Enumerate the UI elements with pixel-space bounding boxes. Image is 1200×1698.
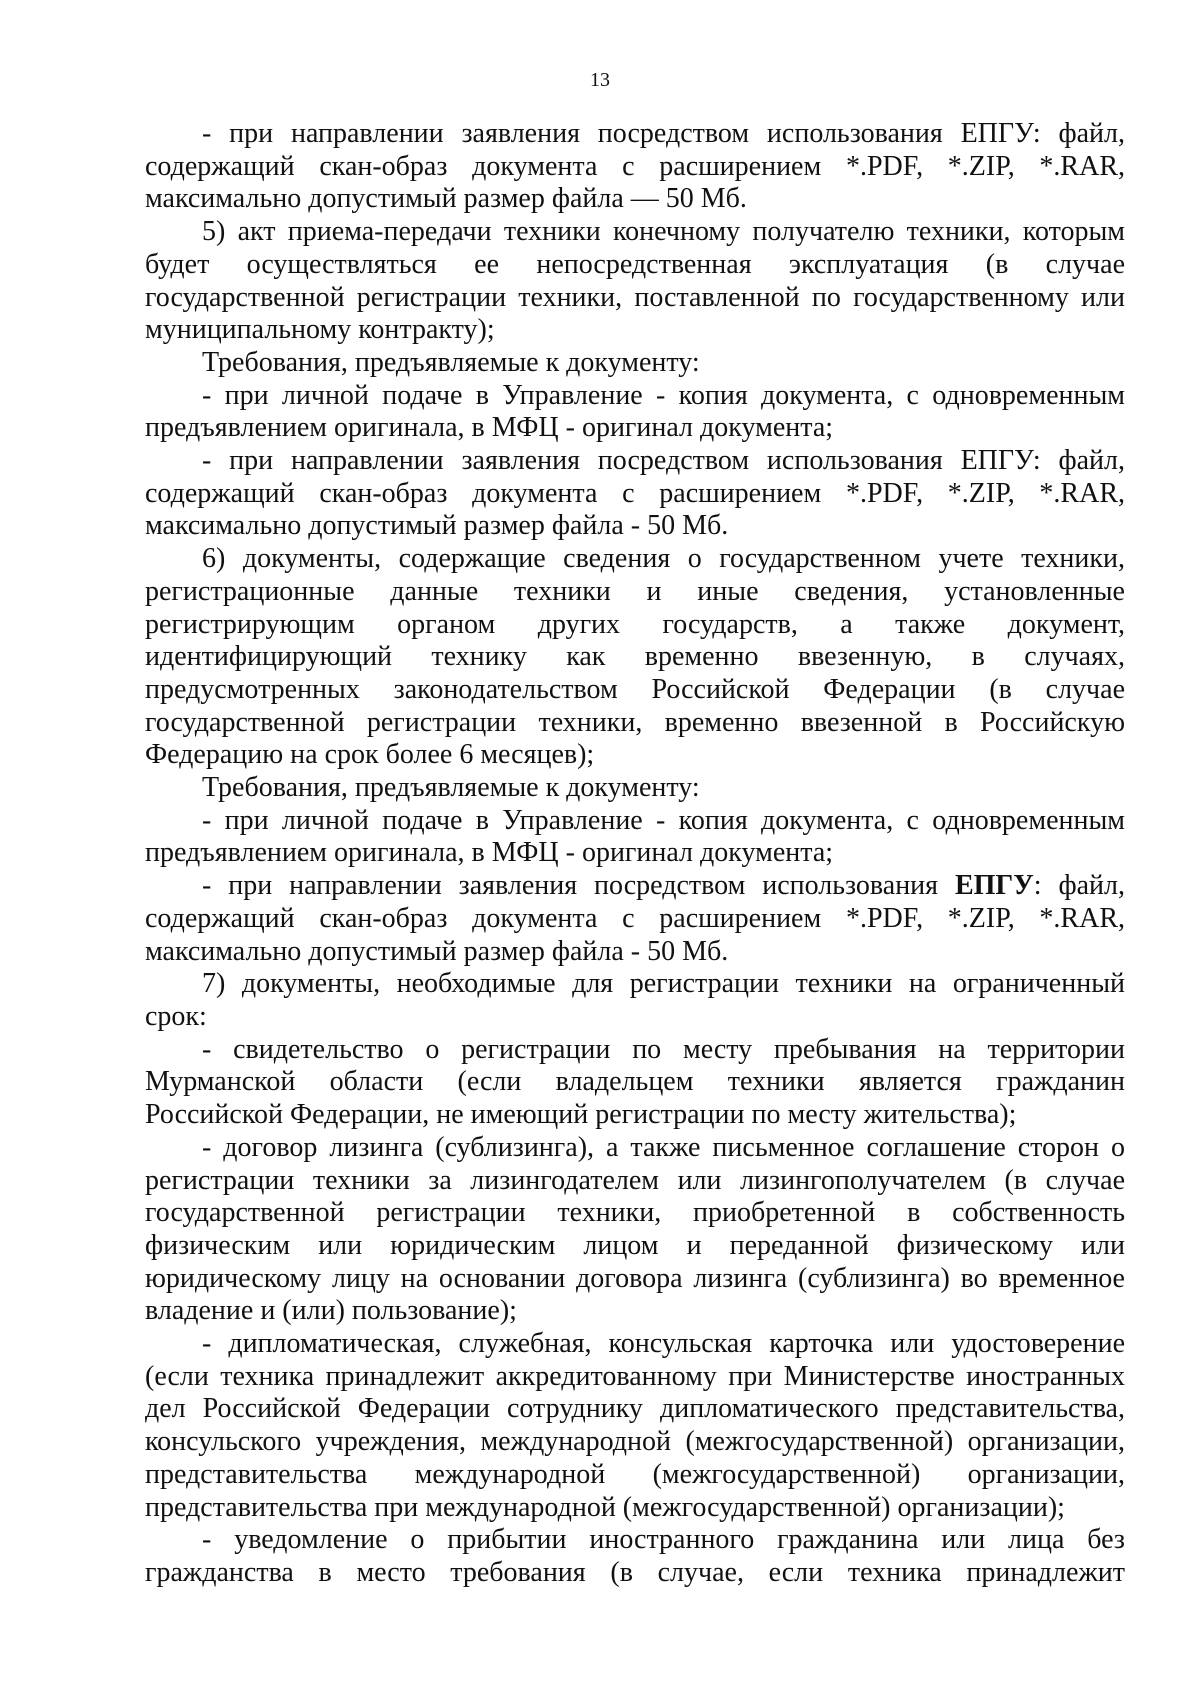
text-line: идентифицирующий технику как временно ввезенную, в случаях, [145,641,1125,673]
text-line: государственной регистрации техники, временно ввезенной в Российскую [145,706,1125,738]
text-line: будет осуществляться ее непосредственная эксплуатация (в случае [145,248,1125,280]
text-line: Требования, предъявляемые к документу: [202,346,700,378]
text-line: максимально допустимый размер файла - 50 Мб. [145,510,729,542]
text-line: гражданства в место требования (в случае, если техника принадлежит [145,1556,1125,1588]
text-line: дел Российской Федерации сотруднику дипломатического представительства, [145,1393,1125,1425]
text-line: государственной регистрации техники, поставленной по государственному или [145,281,1125,313]
text-line: - при направлении заявления посредством использования ЕПГУ: файл, [202,118,1125,149]
text-line: - свидетельство о регистрации по месту пребывания на территории [202,1033,1125,1065]
text-line: - при личной подаче в Управление - копия документа, с одновременным [202,804,1125,836]
text-line: регистрирующим органом других государств, а также документ, [145,608,1125,640]
text-line: предъявлением оригинала, в МФЦ - оригинал документа; [145,412,834,444]
page-number: 13 [590,69,610,91]
text-line: юридическому лицу на основании договора лизинга (сублизинга) во временное [145,1262,1125,1294]
text-line: физическим или юридическим лицом и переданной физическому или [145,1229,1125,1261]
text-line: максимально допустимый размер файла - 50 Мб. [145,935,729,967]
text-line: Мурманской области (если владельцем техники является гражданин [145,1066,1125,1098]
bold-term: ЕПГУ [954,870,1034,902]
text-line: 5) акт приема-передачи техники конечному получателю техники, которым [202,216,1125,248]
document-body [145,118,1125,1590]
text-line: содержащий скан-образ документа с расширением *.PDF, *.ZIP, *.RAR, [145,150,1125,182]
text-line [145,870,1125,903]
text-line: Федерацию на срок более 6 месяцев); [145,739,595,771]
text-line: представительства при международной (межгосударственной) организации); [145,1491,1065,1523]
text-line: срок: [145,1000,207,1032]
text-line: 6) документы, содержащие сведения о государственном учете техники, [202,543,1125,575]
text-line: 7) документы, необходимые для регистрации техники на ограниченный [202,968,1125,1000]
text-line: владение и (или) пользование); [145,1295,517,1327]
text-line: регистрационные данные техники и иные сведения, установленные [145,575,1125,607]
text-line: Требования, предъявляемые к документу: [202,772,700,804]
text-segment: : файл, [1033,870,1125,902]
text-line: (если техника принадлежит аккредитованному при Министерстве иностранных [145,1360,1125,1392]
text-line: содержащий скан-образ документа с расширением *.PDF, *.ZIP, *.RAR, [145,477,1125,509]
text-line: - уведомление о прибытии иностранного гражданина или лица без [202,1524,1125,1556]
text-line: регистрации техники за лизингодателем или лизингополучателем (в случае [145,1164,1125,1196]
text-line: - при личной подаче в Управление - копия документа, с одновременным [202,379,1125,411]
text-segment: - при направлении заявления посредством использования [202,870,955,902]
text-line: содержащий скан-образ документа с расширением *.PDF, *.ZIP, *.RAR, [145,902,1125,934]
text-line: - договор лизинга (сублизинга), а также письменное соглашение сторон о [202,1131,1125,1163]
text-line: государственной регистрации техники, приобретенной в собственность [145,1197,1125,1229]
text-line: максимально допустимый размер файла — 50 Мб. [145,183,747,215]
text-line: муниципальному контракту); [145,314,495,346]
text-line: - дипломатическая, служебная, консульская карточка или удостоверение [202,1328,1125,1360]
text-line: - при направлении заявления посредством использования ЕПГУ: файл, [202,445,1125,477]
text-line: Российской Федерации, не имеющий регистрации по месту жительства); [145,1099,1017,1131]
text-line: предусмотренных законодательством Российской Федерации (в случае [145,673,1125,705]
text-line: консульского учреждения, международной (межгосударственной) организации, [145,1426,1125,1458]
text-line: представительства международной (межгосударственной) организации, [145,1458,1125,1490]
text-line: предъявлением оригинала, в МФЦ - оригинал документа; [145,837,834,869]
